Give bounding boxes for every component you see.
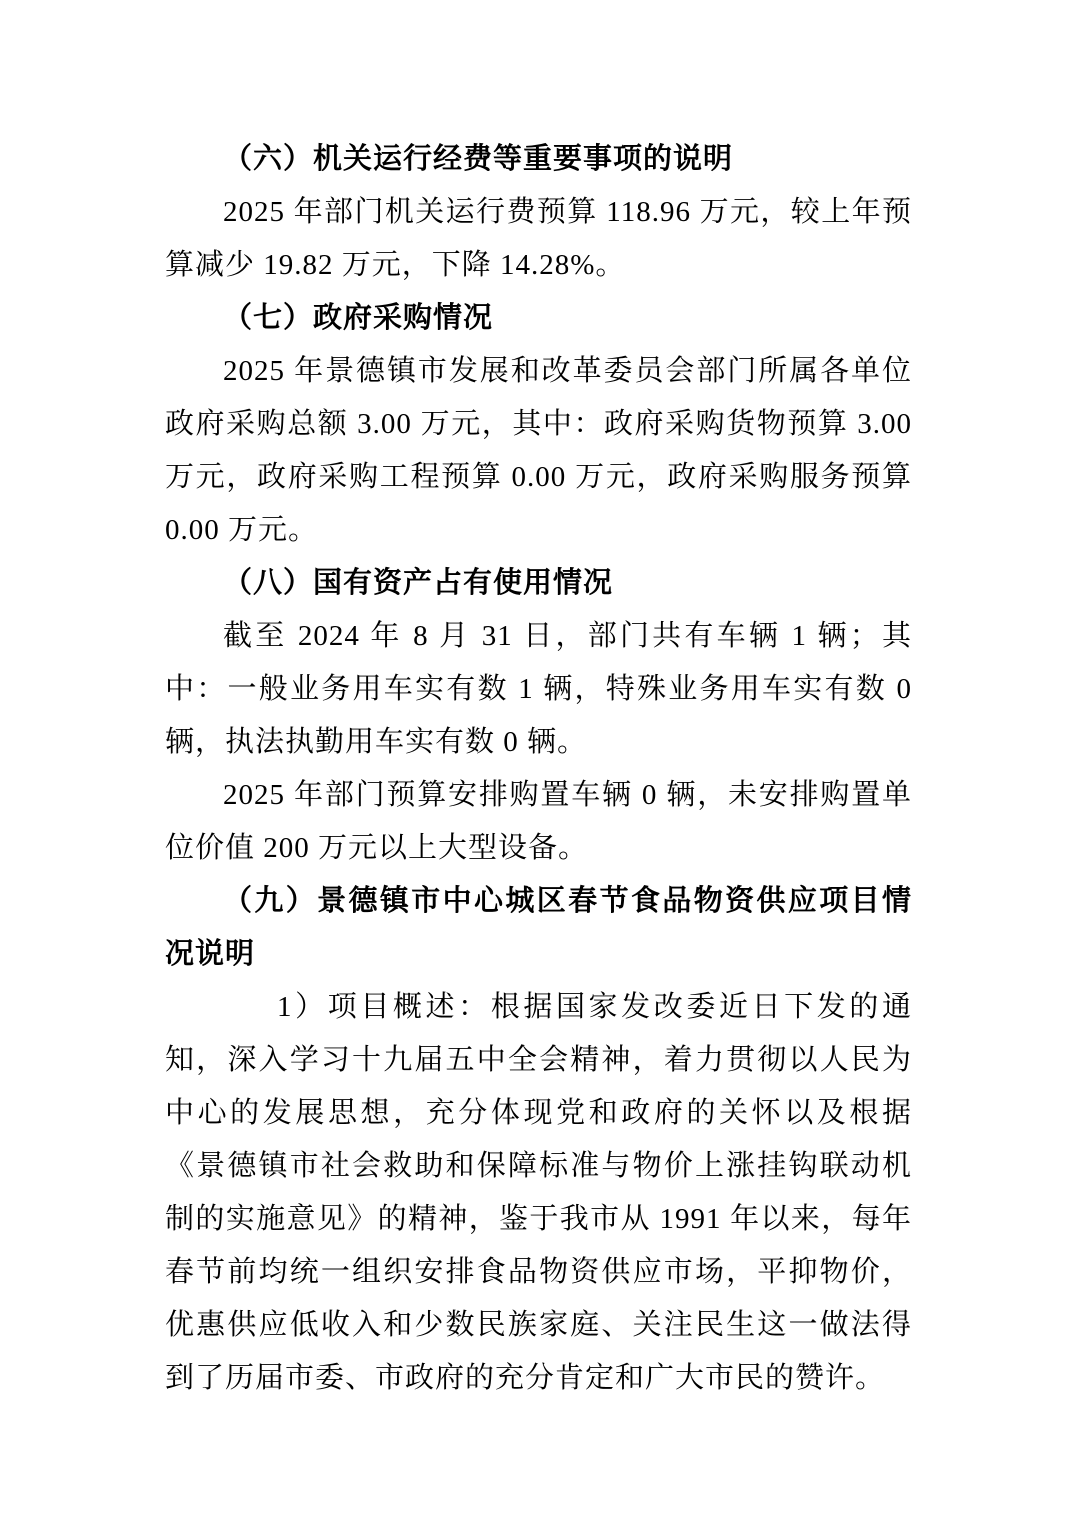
section-heading-8-state-owned-assets: （八）国有资产占有使用情况 (223, 567, 614, 599)
paragraph-procurement-budget: 2025 年景德镇市发展和改革委员会部门所属各单位政府采购总额 3.00 万元，其中：政府采购货物预算 3.00 万元，政府采购工程预算 0.00 万元，政府采购服务预算 0.00 万元。 (165, 355, 912, 546)
paragraph-operating-expense-budget: 2025 年部门机关运行费预算 118.96 万元，较上年预算减少 19.82 万元，下降 14.28%。 (165, 196, 912, 281)
section-heading-6-agency-operating-expenses: （六）机关运行经费等重要事项的说明 (223, 143, 734, 175)
paragraph-project-overview: 1）项目概述：根据国家发改委近日下发的通知，深入学习十九届五中全会精神，着力贯彻以人民为中心的发展思想，充分体现党和政府的关怀以及根据《景德镇市社会救助和保障标准与物价上涨挂钩联动机制的实施意见》的精神，鉴于我市从 1991 年以来，每年春节前均统一组织安排食品物资供应市场，平抑物价，优惠供应低收入和少数民族家庭、关注民生这一做法得到了历届市委、市政府的充分肯定和广大市民的赞许。 (165, 991, 912, 1394)
section-heading-9-spring-festival-food-supply-project: （九）景德镇市中心城区春节食品物资供应项目情况说明 (165, 885, 912, 970)
paragraph-vehicle-purchase-plan: 2025 年部门预算安排购置车辆 0 辆，未安排购置单位价值 200 万元以上大型设备。 (165, 779, 912, 864)
paragraph-vehicle-holdings: 截至 2024 年 8 月 31 日，部门共有车辆 1 辆；其中：一般业务用车实有数 1 辆，特殊业务用车实有数 0 辆，执法执勤用车实有数 0 辆。 (165, 620, 912, 758)
section-heading-7-government-procurement: （七）政府采购情况 (223, 302, 494, 334)
